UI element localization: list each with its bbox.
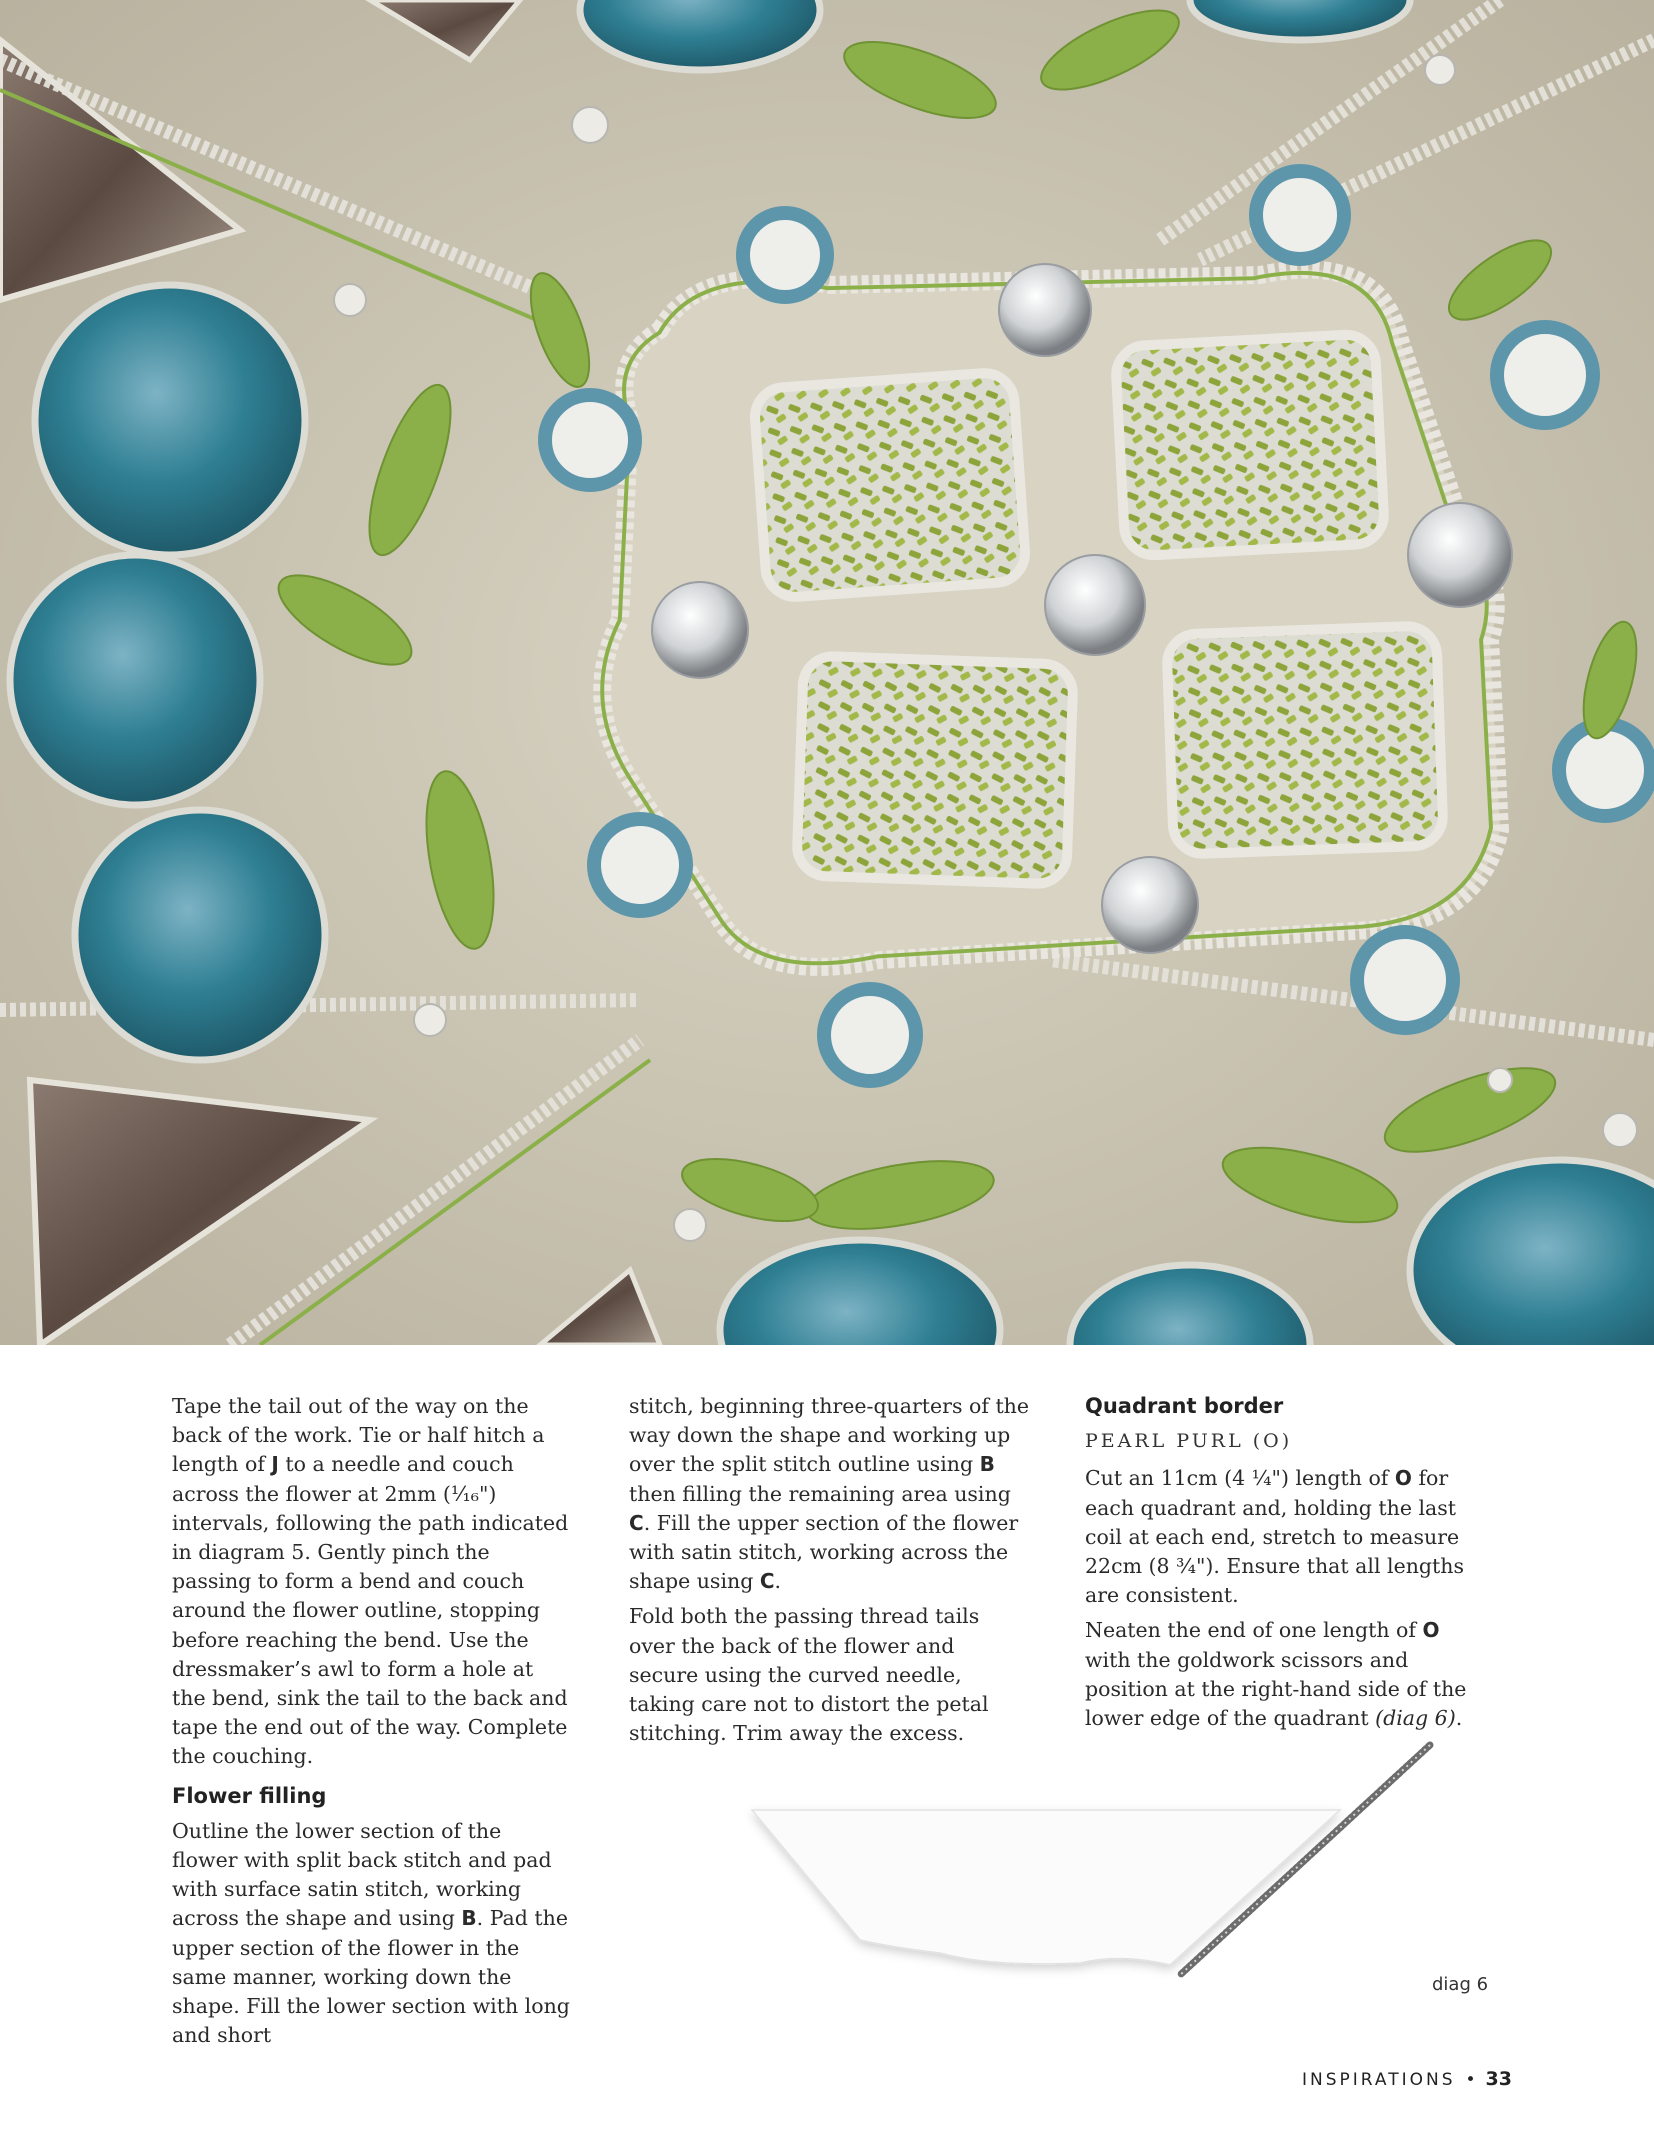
bold-ref: C	[759, 1569, 775, 1594]
paragraph-neaten-end	[1085, 1616, 1485, 1733]
text-run: to a needle and couch across the flower at 2mm (¹⁄₁₆") intervals, following the path indicated in diagram 5. Gently pinch the passing to form a bend and couch around the flower outline, stopping before reaching the bend. Use the dressmaker’s awl to form a hole at the bend, sink the tail to the back and tape the end out of the way. Complete the couching.	[172, 1452, 569, 1769]
paragraph-cut-length	[1085, 1464, 1485, 1610]
text-run: Neaten the end of one length of	[1085, 1618, 1423, 1643]
bold-ref: O	[1422, 1618, 1440, 1643]
bold-ref: B	[979, 1452, 995, 1477]
paragraph-flower-filling	[172, 1817, 572, 2051]
text-run: then filling the remaining area using	[629, 1481, 1011, 1506]
text-run: . Fill the upper section of the flower with satin stitch, working across the shape using	[629, 1510, 1019, 1594]
footer-section-name: INSPIRATIONS	[1302, 2070, 1456, 2090]
heading-flower-filling: Flower filling	[172, 1783, 327, 1808]
diagram-label: diag 6	[1432, 1974, 1489, 1995]
italic-ref: (diag 6)	[1375, 1706, 1456, 1731]
subheading-pearl-purl: PEARL PURL (O)	[1085, 1430, 1293, 1453]
heading-quadrant-border: Quadrant border	[1085, 1394, 1284, 1418]
text-run: Cut an 11cm (4 ¼") length of	[1085, 1466, 1395, 1491]
text-run: stitch, beginning three-quarters of the way down the shape and working up over the split stitch outline using	[629, 1394, 1030, 1477]
page-number: 33	[1485, 2068, 1512, 2090]
bold-ref: C	[629, 1510, 644, 1535]
bold-ref: O	[1394, 1466, 1412, 1491]
page-footer	[1302, 2068, 1512, 2090]
diagram-6	[740, 1735, 1440, 1995]
bold-ref: J	[271, 1452, 279, 1477]
text-run: with the goldwork scissors and position at the right-hand side of the lower edge of the quadrant	[1085, 1647, 1467, 1731]
paragraph-long-short-stitch	[629, 1392, 1029, 1596]
text-column-1	[172, 1392, 572, 2056]
text-run: .	[1455, 1706, 1463, 1731]
text-run: . Pad the upper section of the flower in the same manner, working down the shape. Fill the lower section with long and short	[172, 1906, 570, 2048]
footer-separator: •	[1465, 2070, 1476, 2090]
text-run: for each quadrant and, holding the last coil at each end, stretch to measure 22cm (8 ¾"). Ensure that all lengths are consistent.	[1085, 1466, 1464, 1608]
quadrant-fabric-shape	[752, 1810, 1340, 1965]
text-column-2	[629, 1392, 1029, 1754]
text-run: Tape the tail out of the way on the back of the work. Tie or half hitch a length of	[172, 1394, 545, 1477]
text-run: Fold both the passing thread tails over the back of the flower and secure using the curved needle, taking care not to distort the petal stitching. Trim away the excess.	[629, 1604, 989, 1746]
text-run: Outline the lower section of the flower with split back stitch and pad with surface satin stitch, working across the shape and using	[172, 1818, 552, 1931]
paragraph-couching	[172, 1392, 572, 1772]
text-run: .	[774, 1569, 782, 1594]
paragraph-fold-tails	[629, 1602, 1029, 1748]
text-column-3	[1085, 1392, 1485, 1739]
bold-ref: B	[461, 1906, 477, 1931]
